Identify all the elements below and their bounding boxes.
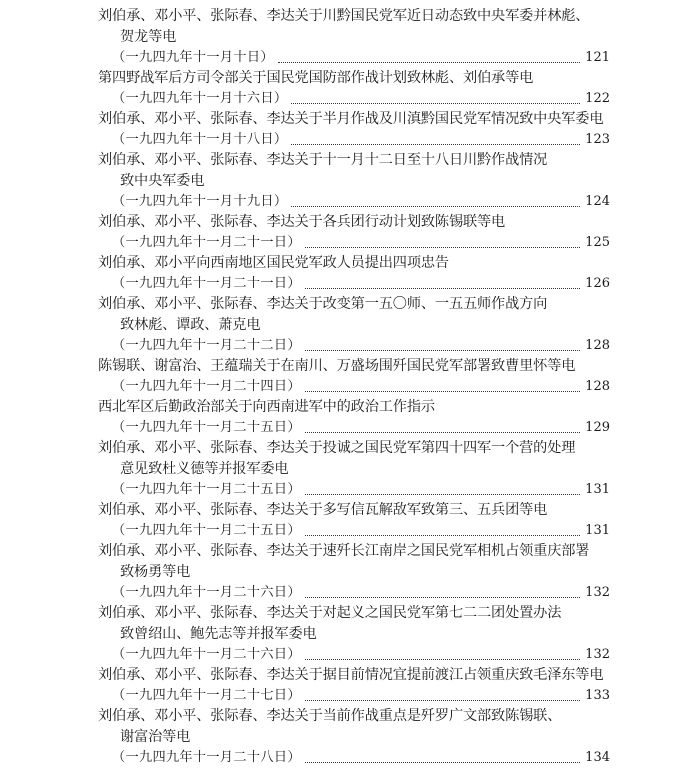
- entry-date-row: [98, 480, 610, 500]
- entry-date-row: [98, 130, 610, 150]
- entry-title-line: 西北军区后勤政治部关于向西南进军中的政治工作指示: [98, 399, 435, 415]
- entry-page-number: 129: [585, 420, 610, 435]
- dot-leader: [305, 659, 580, 660]
- toc-entry: [98, 253, 610, 294]
- entry-date: （一九四九年十一月二十五日）: [112, 482, 301, 497]
- toc-entry: [98, 6, 610, 68]
- entry-title-line: 致中央军委电: [120, 173, 205, 189]
- entry-date: （一九四九年十一月二十四日）: [112, 379, 301, 394]
- entry-date: （一九四九年十一月十日）: [112, 50, 274, 65]
- entry-page-number: 132: [585, 647, 610, 662]
- entry-page-number: 121: [585, 50, 610, 65]
- entry-date-row: [98, 89, 610, 109]
- toc-entry: [98, 438, 610, 500]
- entry-date-row: [98, 336, 610, 356]
- dot-leader: [305, 597, 580, 598]
- entry-title-line: 刘伯承、邓小平、张际春、李达关于当前作战重点是歼罗广文部致陈锡联、: [98, 708, 562, 724]
- entry-date: （一九四九年十一月二十一日）: [112, 276, 301, 291]
- entry-page-number: 131: [585, 482, 610, 497]
- entry-page-number: 128: [585, 338, 610, 353]
- toc-entry: [98, 150, 610, 212]
- toc-entry: [98, 541, 610, 603]
- entry-date: （一九四九年十一月二十八日）: [112, 750, 301, 765]
- entry-title-line: 刘伯承、邓小平、张际春、李达关于速歼长江南岸之国民党军相机占领重庆部署: [98, 543, 590, 559]
- entry-title-line: 刘伯承、邓小平、张际春、李达关于各兵团行动计划致陈锡联等电: [98, 214, 506, 230]
- entry-title-line: 致曾绍山、鲍先志等并报军委电: [120, 626, 317, 642]
- entry-title-line: 刘伯承、邓小平、张际春、李达关于十一月十二日至十八日川黔作战情况: [98, 152, 548, 168]
- entry-page-number: 133: [585, 688, 610, 703]
- entry-page-number: 123: [585, 132, 610, 147]
- toc-entry: [98, 212, 610, 253]
- entry-page-number: 126: [585, 276, 610, 291]
- entry-date: （一九四九年十一月十九日）: [112, 194, 288, 209]
- entry-title-line: 意见致杜义德等并报军委电: [120, 461, 289, 477]
- toc-entry: [98, 356, 610, 397]
- entry-date-row: [98, 521, 610, 541]
- dot-leader: [305, 247, 580, 248]
- entry-title-line: 致杨勇等电: [120, 564, 191, 580]
- entry-date: （一九四九年十一月二十五日）: [112, 420, 301, 435]
- entry-page-number: 131: [585, 523, 610, 538]
- entry-page-number: 125: [585, 235, 610, 250]
- entry-title-line: 刘伯承、邓小平、张际春、李达关于改变第一五〇师、一五五师作战方向: [98, 296, 548, 312]
- entry-title-line: 刘伯承、邓小平、张际春、李达关于对起义之国民党军第七二二团处置办法: [98, 605, 562, 621]
- entry-title-line: 刘伯承、邓小平、张际春、李达关于据目前情况宜提前渡江占领重庆致毛泽东等电: [98, 667, 604, 683]
- entry-date-row: [98, 583, 610, 603]
- entry-page-number: 124: [585, 194, 610, 209]
- dot-leader: [278, 62, 580, 63]
- entry-date-row: [98, 233, 610, 253]
- dot-leader: [305, 288, 580, 289]
- toc-entry: [98, 397, 610, 438]
- entry-date-row: [98, 748, 610, 768]
- entry-page-number: 134: [585, 750, 610, 765]
- entry-date-row: [98, 274, 610, 294]
- dot-leader: [305, 432, 580, 433]
- entry-title-line: 刘伯承、邓小平、张际春、李达关于多写信瓦解敌军致第三、五兵团等电: [98, 502, 548, 518]
- toc-entry: [98, 706, 610, 768]
- entry-date: （一九四九年十一月二十二日）: [112, 338, 301, 353]
- entry-title-line: 贺龙等电: [120, 29, 177, 45]
- entry-page-number: 132: [585, 585, 610, 600]
- dot-leader: [305, 494, 580, 495]
- dot-leader: [305, 535, 580, 536]
- entry-date: （一九四九年十一月二十一日）: [112, 235, 301, 250]
- entry-date-row: [98, 377, 610, 397]
- entry-title-line: 陈锡联、谢富治、王蕴瑞关于在南川、万盛场围歼国民党军部署致曹里怀等电: [98, 358, 576, 374]
- entry-page-number: 122: [585, 91, 610, 106]
- entry-date: （一九四九年十一月二十五日）: [112, 523, 301, 538]
- toc-list: [98, 6, 610, 768]
- entry-title-line: 刘伯承、邓小平、张际春、李达关于半月作战及川滇黔国民党军情况致中央军委电: [98, 111, 604, 127]
- entry-date: （一九四九年十一月二十七日）: [112, 688, 301, 703]
- toc-entry: [98, 500, 610, 541]
- toc-entry: [98, 68, 610, 109]
- dot-leader: [291, 206, 580, 207]
- entry-date-row: [98, 645, 610, 665]
- entry-date-row: [98, 48, 610, 68]
- entry-title-line: 谢富治等电: [120, 729, 191, 745]
- dot-leader: [291, 103, 580, 104]
- toc-entry: [98, 603, 610, 665]
- toc-entry: [98, 109, 610, 150]
- toc-entry: [98, 294, 610, 356]
- dot-leader: [305, 391, 580, 392]
- entry-date: （一九四九年十一月十六日）: [112, 91, 288, 106]
- entry-date-row: [98, 686, 610, 706]
- entry-date-row: [98, 192, 610, 212]
- entry-title-line: 刘伯承、邓小平向西南地区国民党军政人员提出四项忠告: [98, 255, 449, 271]
- entry-date: （一九四九年十一月二十六日）: [112, 585, 301, 600]
- entry-title-line: 致林彪、谭政、萧克电: [120, 317, 261, 333]
- entry-date: （一九四九年十一月十八日）: [112, 132, 288, 147]
- entry-title-line: 刘伯承、邓小平、张际春、李达关于川黔国民党军近日动态致中央军委并林彪、: [98, 8, 590, 24]
- toc-entry: [98, 665, 610, 706]
- entry-page-number: 128: [585, 379, 610, 394]
- dot-leader: [305, 350, 580, 351]
- entry-title-line: 第四野战军后方司令部关于国民党国防部作战计划致林彪、刘伯承等电: [98, 70, 534, 86]
- dot-leader: [305, 762, 580, 763]
- entry-title-line: 刘伯承、邓小平、张际春、李达关于投诚之国民党军第四十四军一个营的处理: [98, 440, 576, 456]
- dot-leader: [291, 144, 580, 145]
- dot-leader: [305, 700, 580, 701]
- entry-date: （一九四九年十一月二十六日）: [112, 647, 301, 662]
- entry-date-row: [98, 418, 610, 438]
